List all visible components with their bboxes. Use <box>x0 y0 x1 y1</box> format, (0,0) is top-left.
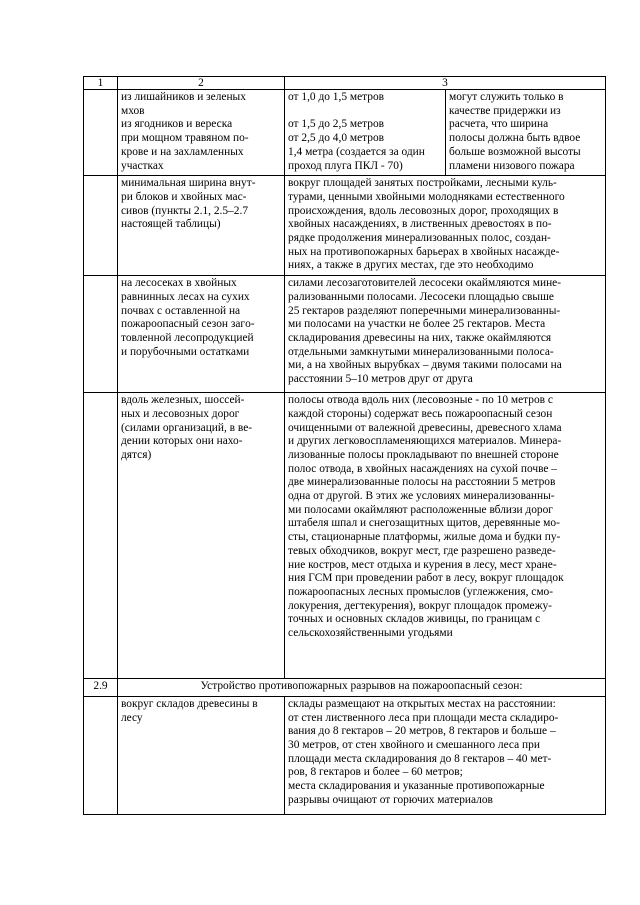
text-line: 25 гектаров разделяют поперечными минерализованны- <box>288 304 561 317</box>
text-line: очищенными от валежной древесины, древесного хлама <box>288 421 562 434</box>
text-line: равнинных лесах на сухих <box>121 290 250 303</box>
text-line: полос отвода, в хвойных насаждениях на сухой почве – <box>288 462 557 475</box>
text-line: крове и на захламленных <box>121 145 244 158</box>
text-line: от стен лиственного леса при площади места складиро- <box>288 711 559 724</box>
text-line: места складирования и указанные противопожарные <box>288 780 545 793</box>
header-row <box>84 77 606 90</box>
header-col-2: 2 <box>118 77 285 90</box>
text-line: тевых обходчиков, вокруг мест, где разрешено разведе- <box>288 544 556 557</box>
note-cell <box>446 90 606 176</box>
text-line: от 2,5 до 4,0 метров <box>288 132 385 145</box>
text-line: от 1,5 до 2,5 метров <box>288 118 385 131</box>
text-line: товленной лесопродукцией <box>121 331 254 344</box>
conditions-cell <box>118 90 285 176</box>
text-line: настоящей таблицы) <box>121 218 221 231</box>
conditions-cell <box>118 276 285 393</box>
text-line: лесу <box>121 711 143 724</box>
text-line: ми, а на хвойных вырубках – двумя такими полосами на <box>288 359 562 372</box>
text-line: 1,4 метра (создается за один <box>288 145 425 158</box>
text-line: (силами организаций, в ве- <box>121 421 253 434</box>
text-line: ных на противопожарных барьерах в хвойных насажде- <box>288 245 560 258</box>
number-cell <box>84 276 118 393</box>
text-line: турами, ценными хвойными молодняками естественного <box>288 190 565 203</box>
conditions-cell <box>118 176 285 276</box>
fire-safety-table <box>83 76 606 815</box>
text-line: лизованные полосы прокладывают по внешней стороне <box>288 448 559 461</box>
number-cell <box>84 393 118 679</box>
text-line: ние костров, мест отдыха и курения в лесу, мест хране- <box>288 558 557 571</box>
text-line: проход плуга ПКЛ - 70) <box>288 159 403 172</box>
text-line: мхов <box>121 104 145 117</box>
text-line: и порубочными остатками <box>121 345 250 358</box>
text-line: вдоль железных, шоссей- <box>121 394 245 407</box>
text-line: сельскохозяйственными угодьями <box>288 627 453 640</box>
text-line: каждой стороны) содержат весь пожароопасный сезон <box>288 407 553 420</box>
text-line: от 1,0 до 1,5 метров <box>288 91 385 103</box>
number-cell <box>84 90 118 176</box>
text-line: площади места складирования до 8 гектаров – 40 мет- <box>288 752 552 765</box>
table-row <box>84 176 606 276</box>
description-cell <box>285 696 606 814</box>
text-line: штабеля шпал и снегозащитных щитов, деревянные мо- <box>288 517 560 530</box>
text-line: отдельными замкнутыми минерализованными полоса- <box>288 345 554 358</box>
description-cell <box>285 276 606 393</box>
text-line: дении которых они нахо- <box>121 435 243 448</box>
text-line: сты, стационарные платформы, жилые дома и будки пу- <box>288 531 561 544</box>
width-cell <box>285 90 446 176</box>
text-line: ных и лесовозных дорог <box>121 407 240 420</box>
description-cell <box>285 176 606 276</box>
header-col-1: 1 <box>84 77 118 90</box>
text-line: при мощном травяном по- <box>121 132 249 145</box>
text-line: вания до 8 гектаров – 20 метров, 8 гектаров и больше – <box>288 725 556 738</box>
text-line: одна от другой. В этих же условиях минерализованны- <box>288 490 555 503</box>
table-row <box>84 276 606 393</box>
text-line: силами лесозаготовителей лесосеки окаймляются мине- <box>288 277 562 290</box>
text-line: ри блоков и хвойных мас- <box>121 190 247 203</box>
text-line: рализованными полосами. Лесосеки площадью свыше <box>288 290 554 303</box>
text-line: полосы отвода вдоль них (лесовозные - по 10 метров с <box>288 394 553 407</box>
text-line: из ягодников и вереска <box>121 118 233 131</box>
text-line: ми полосами на участки не более 25 гектаров. Места <box>288 318 546 331</box>
conditions-cell <box>118 393 285 679</box>
text-line: складирования древесины на них, также окаймляются <box>288 331 552 344</box>
text-line: разрывы очищают от горючих материалов <box>288 793 493 806</box>
text-line: участках <box>121 159 164 172</box>
conditions-cell <box>118 696 285 814</box>
text-line: и других легковоспламеняющихся материалов. Минера- <box>288 435 562 448</box>
number-cell <box>84 696 118 814</box>
text-line: 30 метров, от стен хвойного и смешанного леса при <box>288 738 540 751</box>
text-line: сивов (пункты 2.1, 2.5–2.7 <box>121 204 249 217</box>
text-line: две минерализованные полосы на расстоянии 5 метров <box>288 476 556 489</box>
table-row <box>84 696 606 814</box>
description-cell <box>285 393 606 679</box>
header-col-3: 3 <box>285 77 606 90</box>
text-line: вокруг складов древесины в <box>121 697 258 710</box>
text-line: ров, 8 гектаров и более – 60 метров; <box>288 766 463 779</box>
number-cell <box>84 176 118 276</box>
table-row <box>84 90 606 176</box>
text-line: ниях, а также в других местах, где это необходимо <box>288 259 534 272</box>
text-line: точных и основных складов живицы, по границам с <box>288 613 541 626</box>
text-line: склады размещают на открытых местах на расстоянии: <box>288 697 556 710</box>
text-line: хвойных насаждениях, в лиственных древостоях в по- <box>288 218 552 231</box>
text-line: расстоянии 5–10 метров друг от друга <box>288 373 473 386</box>
section-number: 2.9 <box>84 679 118 697</box>
text-line: пламени низового пожара <box>449 159 575 172</box>
text-line: на лесосеках в хвойных <box>121 277 237 290</box>
text-line: минимальная ширина внут- <box>121 177 256 190</box>
text-line: из лишайников и зеленых <box>121 91 246 103</box>
text-line: ния ГСМ при проведении работ в лесу, вокруг площадок <box>288 572 564 585</box>
text-line: вокруг площадей занятых постройками, лесными куль- <box>288 177 557 190</box>
text-line: полосы должна быть вдвое <box>449 132 581 145</box>
text-line: качестве придержки из <box>449 104 561 117</box>
text-line: пожароопасных лесных промыслов (углежжения, смо- <box>288 585 554 598</box>
text-line: дятся) <box>121 448 152 461</box>
text-line: локурения, дегтекурения), вокруг площадок промежу- <box>288 599 552 612</box>
text-line <box>288 105 442 119</box>
text-line: расчета, что ширина <box>449 118 549 131</box>
text-line: могут служить только в <box>449 91 564 103</box>
text-line: рядке продолжения минерализованных полос, создан- <box>288 232 551 245</box>
table-row <box>84 393 606 679</box>
text-line: почвах с оставленной на <box>121 304 241 317</box>
text-line: больше возможной высоты <box>449 145 581 158</box>
section-title: Устройство противопожарных разрывов на пожароопасный сезон: <box>118 679 606 697</box>
section-row <box>84 679 606 697</box>
text-line: пожароопасный сезон загo- <box>121 318 255 331</box>
document-page <box>83 76 605 815</box>
text-line: происхождения, вдоль лесовозных дорог, проходящих в <box>288 204 559 217</box>
text-line: ми полосами окаймляют расположенные вблизи дорог <box>288 503 553 516</box>
